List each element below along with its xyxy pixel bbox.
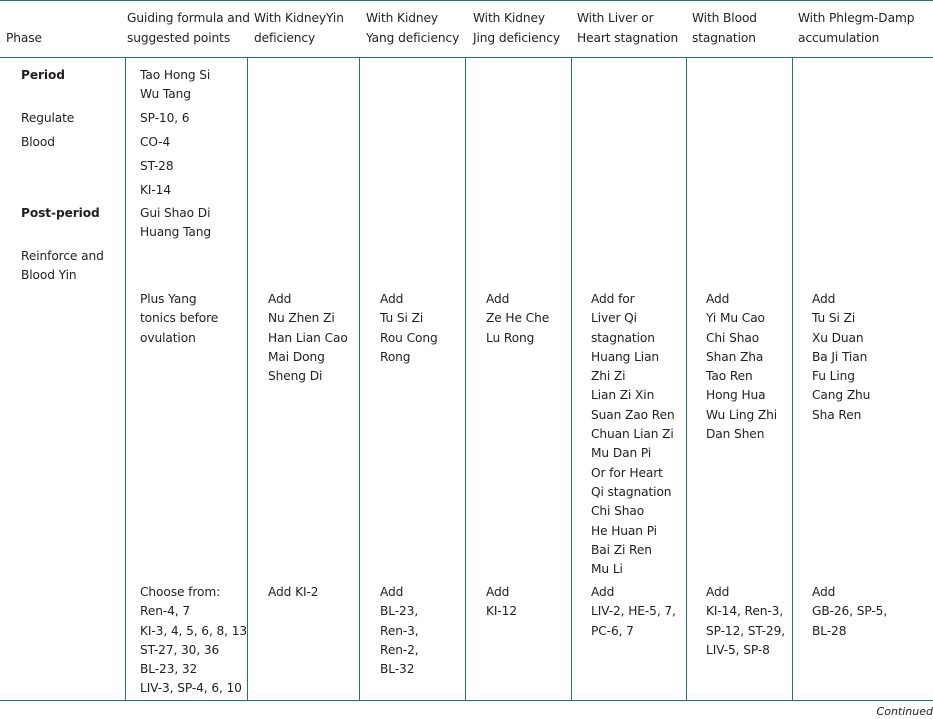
header-kidney-yang: With Kidney Yang deficiency (366, 11, 460, 45)
header-kidney-jing: With Kidney Jing deficiency (473, 11, 560, 45)
point-item: CO-4 (140, 135, 171, 149)
points-kidney-jing: Add KI-12 (486, 585, 517, 619)
point-item: ST-28 (140, 159, 174, 173)
choose-points-list: Choose from: Ren-4, 7 KI-3, 4, 5, 6, 8, 13 ST-27, 30, 36 BL-23, 32 LIV-3, SP-4, 6, 10 (140, 585, 248, 696)
phase-post-period: Post-period (21, 206, 100, 220)
point-item: KI-14 (140, 183, 171, 197)
header-blood-stagnation: With Blood stagnation (692, 11, 757, 45)
phase-regulate: Regulate (21, 111, 75, 125)
column-divider (686, 57, 687, 700)
header-phase: Phase (6, 31, 42, 45)
points-phlegm-damp: Add GB-26, SP-5, BL-28 (812, 585, 888, 638)
header-phlegm-damp: With Phlegm-Damp accumulation (798, 11, 915, 45)
top-rule (0, 0, 933, 1)
phase-period: Period (21, 68, 65, 82)
header-kidney-yin: With KidneyYin deficiency (254, 11, 344, 45)
continued-note: Continued (876, 705, 933, 718)
point-item: SP-10, 6 (140, 111, 190, 125)
column-divider (792, 57, 793, 700)
header-rule (0, 57, 933, 58)
column-divider (465, 57, 466, 700)
column-divider (359, 57, 360, 700)
herbs-blood-stagnation: Add Yi Mu Cao Chi Shao Shan Zha Tao Ren Hong Hua Wu Ling Zhi Dan Shen (706, 292, 778, 442)
herbs-phlegm-damp: Add Tu Si Zi Xu Duan Ba Ji Tian Fu Ling Cang Zhu Sha Ren (812, 292, 871, 422)
formula-tao-hong-si-wu-tang: Tao Hong Si Wu Tang (140, 68, 211, 102)
yang-tonics-note: Plus Yang tonics before ovulation (140, 292, 219, 345)
column-divider (125, 57, 126, 700)
phase-blood: Blood (21, 135, 55, 149)
herbs-kidney-yang: Add Tu Si Zi Rou Cong Rong (380, 292, 438, 364)
header-liver-heart: With Liver or Heart stagnation (577, 11, 679, 45)
phase-reinforce: Reinforce and Blood Yin (21, 249, 104, 283)
column-divider (247, 57, 248, 700)
herbs-kidney-jing: Add Ze He Che Lu Rong (486, 292, 550, 345)
header-guiding-formula: Guiding formula and suggested points (127, 11, 250, 45)
formula-gui-shao-di-huang-tang: Gui Shao Di Huang Tang (140, 206, 212, 240)
herbs-kidney-yin: Add Nu Zhen Zi Han Lian Cao Mai Dong Sheng Di (268, 292, 348, 384)
points-blood-stagnation: Add KI-14, Ren-3, SP-12, ST-29, LIV-5, SP-8 (706, 585, 786, 657)
herbs-liver-heart: Add for Liver Qi stagnation Huang Lian Zhi Zi Lian Zi Xin Suan Zao Ren Chuan Lian Zi Mu Dan Pi Or for Heart Qi stagnation Chi Shao He Huan Pi Bai Zi Ren Mu Li (591, 292, 675, 577)
bottom-rule (0, 700, 933, 701)
points-kidney-yin: Add KI-2 (268, 585, 319, 599)
points-liver-heart: Add LIV-2, HE-5, 7, PC-6, 7 (591, 585, 676, 638)
points-kidney-yang: Add BL-23, Ren-3, Ren-2, BL-32 (380, 585, 419, 677)
column-divider (571, 57, 572, 700)
